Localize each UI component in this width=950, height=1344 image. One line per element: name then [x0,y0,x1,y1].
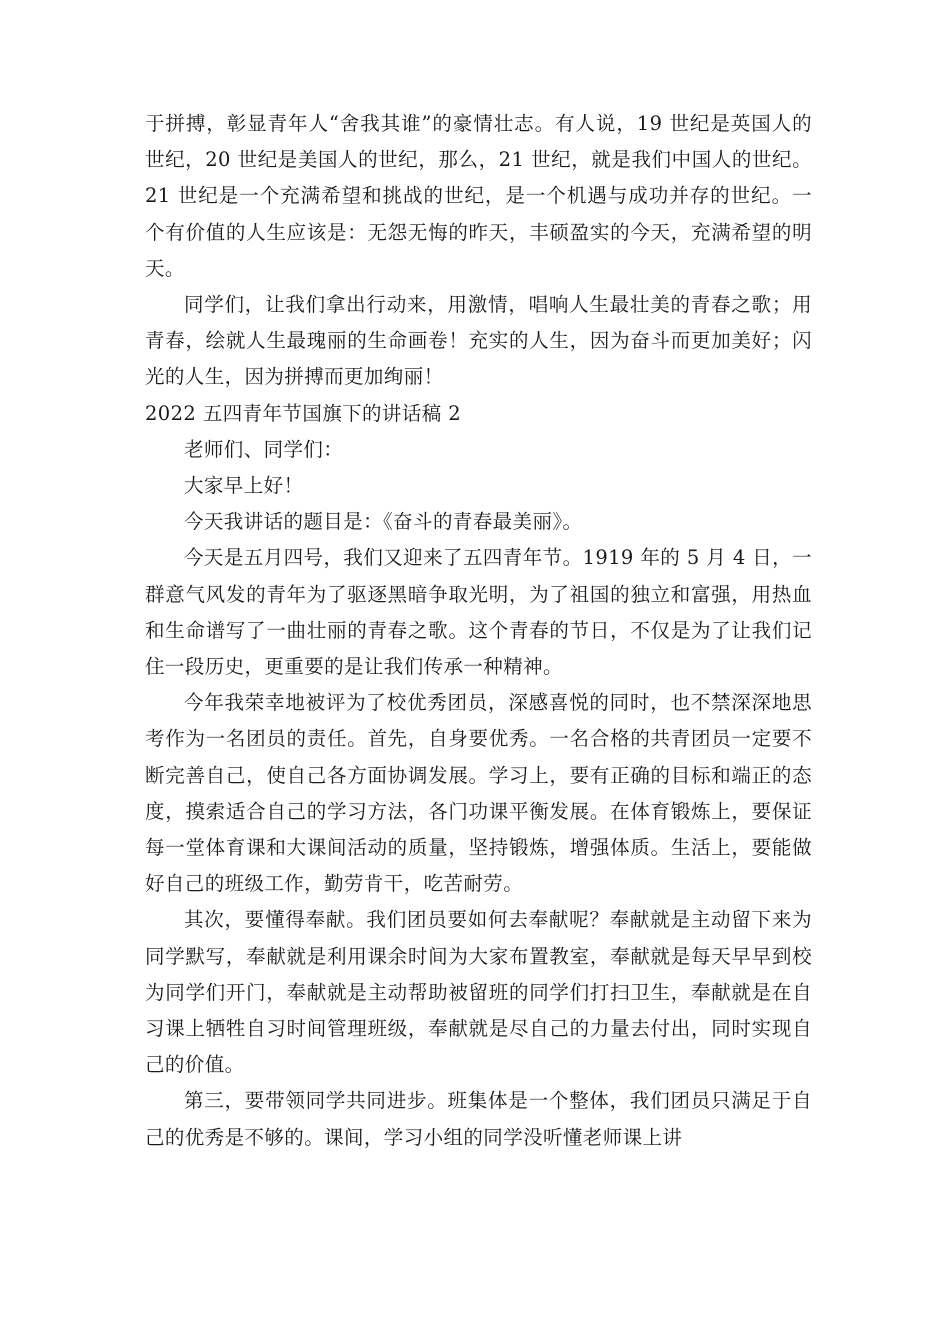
paragraph-may-fourth: 今天是五月四号，我们又迎来了五四青年节。1919 年的 5 月 4 日，一群意气风发的青年为了驱逐黑暗争取光明，为了祖国的独立和富强，用热血和生命谱写了一曲壮丽的青春之歌。这个青春的节日，不仅是为了让我们记住一段历史，更重要的是让我们传承一种精神。 [145,546,812,679]
paragraph-dedication: 其次，要懂得奉献。我们团员要如何去奉献呢？奉献就是主动留下来为同学默写，奉献就是利用课余时间为大家布置教室，奉献就是每天早早到校为同学们开门，奉献就是主动帮助被留班的同学们打扫卫生，奉献就是在自习课上牺牲自习时间管理班级，奉献就是尽自己的力量去付出，同时实现自己的价值。 [145,908,812,1077]
paragraph-excellence: 今年我荣幸地被评为了校优秀团员，深感喜悦的同时，也不禁深深地思考作为一名团员的责任。首先，自身要优秀。一名合格的共青团员一定要不断完善自己，使自己各方面协调发展。学习上，要有正确的目标和端正的态度，摸索适合自己的学习方法，各门功课平衡发展。在体育锻炼上，要保证每一堂体育课和大课间活动的质量，坚持锻炼，增强体质。生活上，要能做好自己的班级工作，勤劳肯干，吃苦耐劳。 [145,691,812,896]
paragraph-call-to-action: 同学们，让我们拿出行动来，用激情，唱响人生最壮美的青春之歌；用青春，绘就人生最瑰丽的生命画卷！充实的人生，因为奋斗而更加美好；闪光的人生，因为拼搏而更加绚丽！ [145,293,812,389]
paragraph-greeting: 大家早上好！ [184,474,304,498]
paragraph-topic: 今天我讲话的题目是：《奋斗的青春最美丽》。 [184,510,583,534]
paragraph-salutation: 老师们、同学们： [184,437,344,461]
paragraph-progress: 第三，要带领同学共同进步。班集体是一个整体，我们团员只满足于自己的优秀是不够的。课间，学习小组的同学没听懂老师课上讲 [145,1089,812,1149]
document-body [145,106,812,1156]
paragraph-continuation: 于拼搏，彰显青年人“舍我其谁”的豪情壮志。有人说，19 世纪是英国人的世纪，20 世纪是美国人的世纪，那么，21 世纪，就是我们中国人的世纪。21 世纪是一个充满希望和挑战的世纪，是一个机遇与成功并存的世纪。一个有价值的人生应该是：无怨无悔的昨天，丰硕盈实的今天，充满希望的明天。 [145,112,812,280]
section-heading: 2022 五四青年节国旗下的讲话稿 2 [145,401,462,425]
